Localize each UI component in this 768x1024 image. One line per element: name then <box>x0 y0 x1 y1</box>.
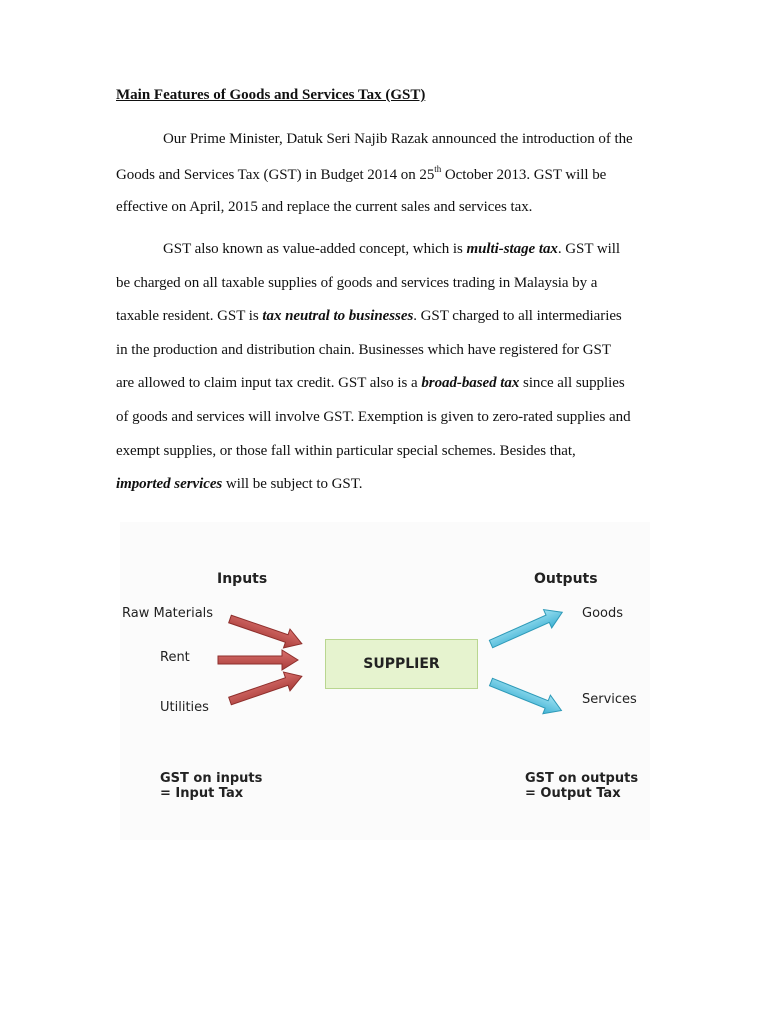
text-run: since all supplies <box>519 375 625 391</box>
text-run: . GST will <box>557 241 621 257</box>
paragraph1-line3: effective on April, 2015 and replace the current sales and services tax. <box>116 199 533 215</box>
paragraph2-line8 <box>116 476 362 493</box>
paragraph2-line3 <box>116 308 622 325</box>
gst-outputs-line1: GST on outputs <box>525 771 639 786</box>
input-arrow-utilities <box>227 667 305 711</box>
gst-outputs-line2: = Output Tax <box>525 786 621 801</box>
outputs-heading: Outputs <box>534 571 598 587</box>
text-run: October 2013. GST will be <box>441 167 607 183</box>
input-rent: Rent <box>160 650 190 665</box>
text-run: . GST charged to all intermediaries <box>413 308 622 324</box>
output-goods: Goods <box>582 606 624 621</box>
text-run: are allowed to claim input tax credit. GST also is a <box>116 375 422 391</box>
document-heading: Main Features of Goods and Services Tax (GST) <box>116 87 426 103</box>
inputs-heading: Inputs <box>217 571 268 587</box>
paragraph2-line6: of goods and services will involve GST. Exemption is given to zero-rated supplies and <box>116 409 631 425</box>
emphasis-imported-services: imported services <box>116 476 223 492</box>
input-raw-materials: Raw Materials <box>122 606 214 621</box>
emphasis-broad-based-tax: broad-based tax <box>421 375 520 391</box>
paragraph2-line4: in the production and distribution chain. Businesses which have registered for GST <box>116 342 611 358</box>
text-run: GST also known as value-added concept, which is <box>163 241 467 257</box>
gst-outputs-label <box>525 771 638 801</box>
input-arrow-raw-materials <box>227 610 305 654</box>
paragraph2-line7: exempt supplies, or those fall within particular special schemes. Besides that, <box>116 443 576 459</box>
emphasis-multi-stage-tax: multi-stage tax <box>466 241 558 257</box>
paragraph2-line5 <box>116 375 625 392</box>
gst-inputs-line2: = Input Tax <box>160 786 244 801</box>
input-arrow-rent <box>218 650 298 670</box>
input-utilities: Utilities <box>160 700 209 715</box>
paragraph2-line2: be charged on all taxable supplies of goods and services trading in Malaysia by a <box>116 275 598 291</box>
paragraph1-line2 <box>116 165 606 184</box>
paragraph1-line1: Our Prime Minister, Datuk Seri Najib Razak announced the introduction of the <box>163 131 633 147</box>
output-services: Services <box>582 692 637 707</box>
output-arrow-goods <box>487 603 566 653</box>
paragraph2-line1 <box>163 241 620 258</box>
supplier-box: SUPPLIER <box>325 639 478 689</box>
output-arrow-services <box>487 673 565 720</box>
text-run: will be subject to GST. <box>222 476 363 492</box>
superscript: th <box>434 164 442 174</box>
gst-flow-diagram <box>120 522 650 840</box>
emphasis-tax-neutral: tax neutral to businesses <box>262 308 414 324</box>
gst-inputs-line1: GST on inputs <box>160 771 263 786</box>
gst-inputs-label <box>160 771 262 801</box>
text-run: Goods and Services Tax (GST) in Budget 2014 on 25 <box>116 167 435 183</box>
text-run: taxable resident. GST is <box>116 308 263 324</box>
